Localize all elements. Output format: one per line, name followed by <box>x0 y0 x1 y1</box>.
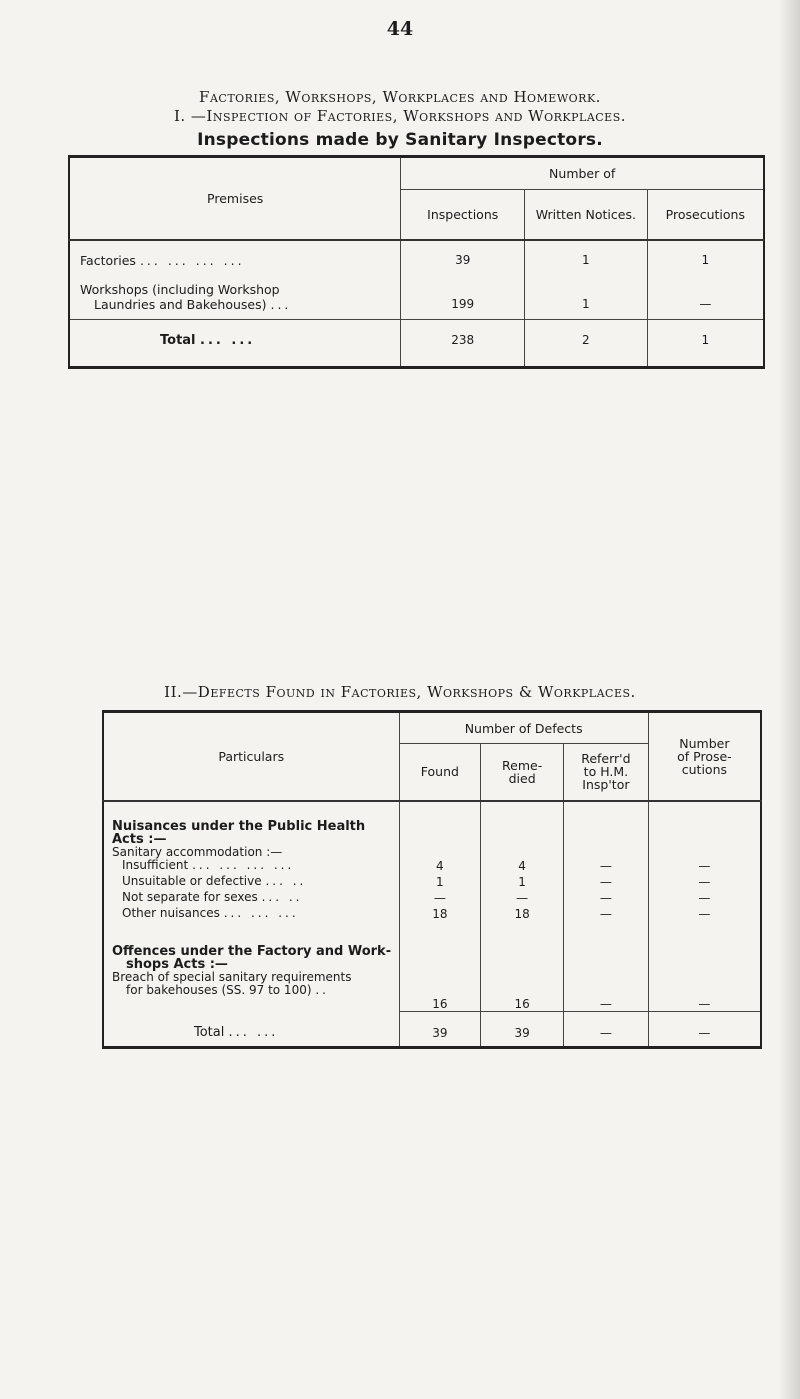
cell-prosecutions: — <box>698 890 711 905</box>
total-referred: — <box>564 1011 649 1047</box>
cell-referred: — <box>564 925 649 1012</box>
row-label: Insufficient ... ... ... ... <box>103 859 399 875</box>
total-label: Total ... ... <box>103 1011 399 1047</box>
cell-prosecutions: — <box>698 874 711 889</box>
cell-notices: 1 <box>525 240 648 270</box>
col-referred: Referr'd to H.M. Insp'tor <box>564 744 649 801</box>
cell-found: 16 <box>399 925 481 1012</box>
section-subtitle: I. —Inspection of Factories, Workshops and Workplaces. <box>173 107 627 125</box>
section-title: Factories, Workshops, Workplaces and Homework. <box>199 88 601 106</box>
total-found: 39 <box>399 1011 481 1047</box>
row-label: Other nuisances ... ... ... <box>103 907 399 925</box>
cell-remedied: — <box>481 891 564 907</box>
table-row <box>103 875 761 891</box>
defects-table <box>102 710 762 1049</box>
cell-remedied: 4 <box>481 859 564 875</box>
cell-prosecutions: — <box>698 996 711 1011</box>
cell-found: — <box>399 891 481 907</box>
cell-remedied: 1 <box>481 875 564 891</box>
total-prosecutions: 1 <box>701 333 710 347</box>
cell-found: 1 <box>399 875 481 891</box>
cell-referred: — <box>564 907 649 925</box>
col-particulars: Particulars <box>103 712 399 801</box>
total-row <box>69 320 764 368</box>
cell-referred: — <box>564 875 649 891</box>
cell-remedied: 16 <box>481 925 564 1012</box>
col-inspections: Inspections <box>401 190 525 240</box>
col-number-of-defects: Number of Defects <box>399 712 648 744</box>
table-row <box>103 891 761 907</box>
total-row <box>103 1011 761 1047</box>
cell-referred: — <box>564 891 649 907</box>
col-number-prosecutions: Number of Prose- cutions <box>648 712 761 801</box>
col-premises: Premises <box>69 157 401 240</box>
total-label: Total ... ... <box>69 320 401 368</box>
page-number: 44 <box>386 18 414 40</box>
cell-prosecutions: — <box>647 270 764 320</box>
col-found: Found <box>399 744 481 801</box>
section2-title: II.—Defects Found in Factories, Workshops & Workplaces. <box>164 683 636 701</box>
total-remedied: 39 <box>481 1011 564 1047</box>
cell-inspections: 199 <box>401 270 525 320</box>
row-label: Unsuitable or defective ... .. <box>103 875 399 891</box>
total-prosecutions: — <box>648 1011 761 1047</box>
cell-prosecutions: — <box>698 906 711 921</box>
cell-notices: 1 <box>525 270 648 320</box>
cell-prosecutions: 1 <box>701 252 710 267</box>
col-written-notices: Written Notices. <box>525 190 648 240</box>
group-heading: Nuisances under the Public Health Acts :— Sanitary accommodation :— <box>103 801 399 859</box>
inspections-table <box>68 155 765 369</box>
cell-found: 4 <box>399 859 481 875</box>
col-number-of: Number of <box>401 157 764 190</box>
row-label: Offences under the Factory and Work- shops Acts :— Breach of special sanitary requirements for bakehouses (SS. 97 to 100) .. <box>103 925 399 1012</box>
cell-referred: — <box>564 859 649 875</box>
table-row <box>69 270 764 320</box>
total-inspections: 238 <box>401 320 525 368</box>
group-heading-row <box>103 801 761 859</box>
table-row <box>103 859 761 875</box>
cell-prosecutions: — <box>698 858 711 873</box>
row-label: Not separate for sexes ... .. <box>103 891 399 907</box>
row-label: Workshops (including Workshop Laundries and Bakehouses) ... <box>69 270 401 320</box>
col-prosecutions: Prosecutions <box>647 190 764 240</box>
table-row <box>103 907 761 925</box>
row-label: Factories ... ... ... ... <box>69 240 401 270</box>
total-notices: 2 <box>525 320 648 368</box>
col-remedied: Reme- died <box>481 744 564 801</box>
cell-remedied: 18 <box>481 907 564 925</box>
table-row <box>103 925 761 1012</box>
cell-inspections: 39 <box>401 240 525 270</box>
table-row <box>69 240 764 270</box>
table1-caption: Inspections made by Sanitary Inspectors. <box>197 130 603 150</box>
cell-found: 18 <box>399 907 481 925</box>
